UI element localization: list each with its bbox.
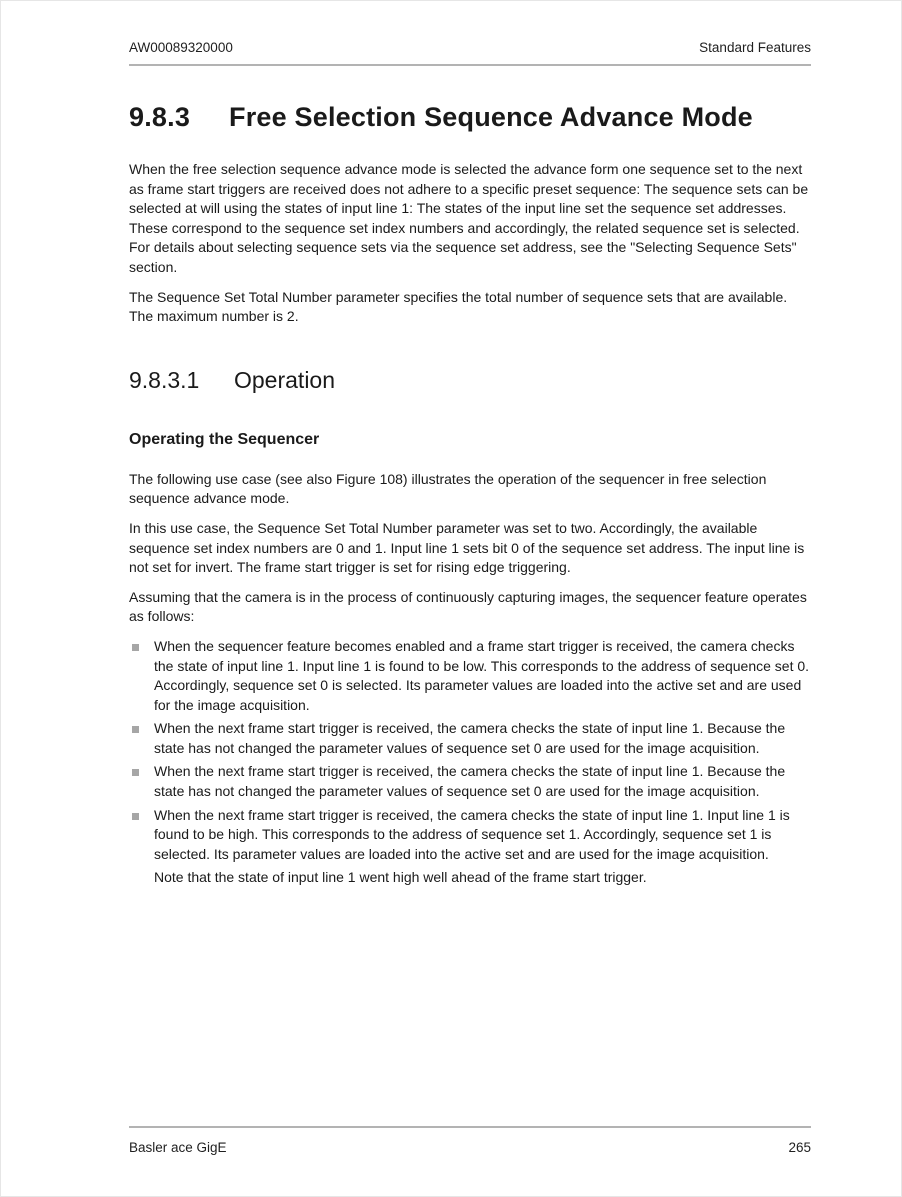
- page-footer: [129, 1126, 811, 1155]
- subsection-title: Operation: [234, 366, 336, 393]
- page-header: [129, 1, 811, 66]
- square-bullet-icon: [132, 726, 139, 733]
- list-item: [129, 719, 811, 758]
- footer-product-name: Basler ace GigE: [129, 1140, 227, 1155]
- square-bullet-icon: [132, 644, 139, 651]
- body-paragraph: Assuming that the camera is in the process of continuously capturing images, the sequencer feature operates as follows:: [129, 588, 807, 625]
- list-item: [129, 762, 811, 801]
- header-chapter-title: Standard Features: [699, 40, 811, 55]
- list-item-text: When the next frame start trigger is received, the camera checks the state of input line 1. Input line 1 is found to be high. This corresponds to the address of sequence set 1. Accordingly, sequence set 1 is selected. Its parameter values are loaded into the active set and are used for the image acquisition.: [154, 806, 790, 862]
- note-text: Note that the state of input line 1 went high well ahead of the frame start trigger.: [154, 869, 647, 886]
- footer-page-number: 265: [788, 1140, 811, 1155]
- intro-paragraph: When the free selection sequence advance mode is selected the advance form one sequence set to the next as frame start triggers are received does not adhere to a specific preset sequence: The sequence sets can be selected at will using the states of input line 1: The states of the input line set the sequence set addresses. These correspond to the sequence set index numbers and accordingly, the related sequence set is selected. For details about selecting sequence sets via the sequence set address, see the "Selecting Sequence Sets" section.: [129, 161, 809, 275]
- header-doc-id: AW00089320000: [129, 40, 233, 55]
- bullet-list: [129, 637, 811, 888]
- list-item: [129, 806, 811, 865]
- run-in-heading: Operating the Sequencer: [129, 430, 320, 448]
- list-item-text: When the next frame start trigger is received, the camera checks the state of input line 1. Because the state has not changed the parameter values of sequence set 0 are used for the image acquisition.: [154, 720, 786, 756]
- body-paragraph: The following use case (see also Figure 108) illustrates the operation of the sequencer in free selection sequence advance mode.: [129, 470, 767, 507]
- subsection-heading: [129, 367, 811, 394]
- page-content: [129, 1, 811, 888]
- list-item: [129, 637, 811, 715]
- list-item-text: When the sequencer feature becomes enabled and a frame start trigger is received, the camera checks the state of input line 1. Input line 1 is found to be low. This corresponds to the address of sequence set 0. Accordingly, sequence set 0 is selected. Its parameter values are loaded into the active set and are used for the image acquisition.: [154, 637, 810, 713]
- square-bullet-icon: [132, 769, 139, 776]
- section-title: Free Selection Sequence Advance Mode: [229, 102, 753, 132]
- section-heading: [129, 102, 811, 133]
- intro-paragraph: The Sequence Set Total Number parameter specifies the total number of sequence sets that are available. The maximum number is 2.: [129, 288, 788, 325]
- list-item-text: When the next frame start trigger is received, the camera checks the state of input line 1. Because the state has not changed the parameter values of sequence set 0 are used for the image acquisition.: [154, 763, 786, 800]
- section-number: 9.8.3: [129, 102, 191, 132]
- square-bullet-icon: [132, 813, 139, 820]
- body-paragraph: In this use case, the Sequence Set Total Number parameter was set to two. Accordingly, the available sequence set index numbers are 0 and 1. Input line 1 sets bit 0 of the sequence set address. The input line is not set for invert. The frame start trigger is set for rising edge triggering.: [129, 519, 805, 576]
- subsection-number: 9.8.3.1: [129, 366, 200, 393]
